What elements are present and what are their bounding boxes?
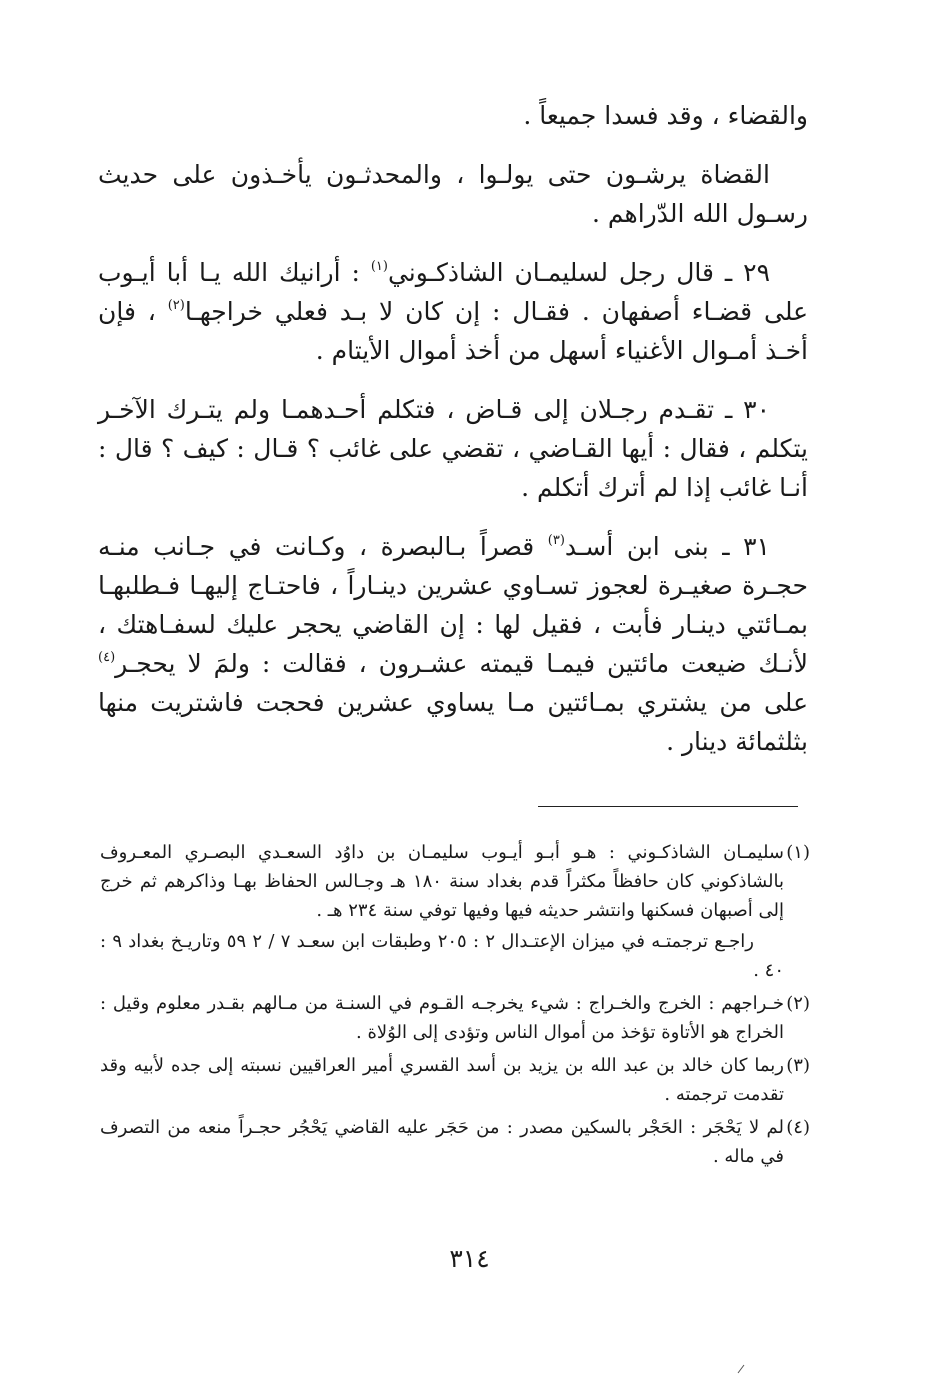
footnote-ref-2[interactable]: (٢) xyxy=(167,298,185,313)
footnote-4: (٤) لم لا يَحْجَر : الحَجْر بالسكين مصدر : من حَجَر عليه القاضي يَحْجُر حجـراً منعه من التصرف في ماله . xyxy=(100,1113,810,1171)
footnote-1-reference: راجـع ترجمتـه في ميزان الإعتـدال ٢ : ٢٠٥ وطبقات ابن سعـد ٧ / ٢ ٥٩ وتاريـخ بغداد ٩ : ٤٠ . xyxy=(100,931,784,981)
page-number: ٣١٤ xyxy=(449,1244,490,1273)
stray-mark xyxy=(736,1364,746,1374)
footnote-mark: (٤) xyxy=(786,1117,810,1138)
footnote-ref-4[interactable]: (٤) xyxy=(98,650,116,665)
paragraph-31: ٣١ ـ بنى ابن أسـد$^{(٣)}$ قصراً بـالبصرة ، وكـانت في جـانب منـه حجـرة صغيـرة لعجوز تسـاوي عشرين دينـاراً ، فاحتـاج إليهـا فـطلبهـا بمـائتي دينـار فأبت ، فقيل لها : إن القاضي يحجر عليك لسفـاهتك ، لأنـك ضيعت مائتين فيمـا قيمته عشـرون ، فقالت : ولمَ لا يحجـر$^{(٤)}$ على من يشتري بمـائتين مـا يساوي عشرين فحجت فاشتريت منها بثلثمائة دينار . xyxy=(98,532,808,756)
paragraph-30: ٣٠ ـ تقـدم رجـلان إلى قـاض ، فتكلم أحـدهمـا ولم يتـرك الآخـر يتكلم ، فقال : أيها القـاضي ، تقضي على غائب ؟ قـال : كيف ؟ قال : أنـا غائب إذا لم أترك أتكلم . xyxy=(98,395,808,502)
paragraph-28-end: القضاة يرشـون حتى يولـوا ، والمحدثـون يأخـذون على حديث رسـول الله الدّراهم . xyxy=(98,160,808,228)
footnote-2: (٢) خـراجهم : الخرج والخـراج : شيء يخرجـه القـوم في السنـة من مـالهم بقـدر معلوم وقيل : الخراج هو الأتاوة تؤخذ من أموال الناس وتؤدى إلى الوُلاة . xyxy=(100,989,810,1047)
paragraph-continuation: والقضاء ، وقد فسدا جميعاً . xyxy=(523,101,808,130)
item-number: ٢٩ ـ xyxy=(724,258,770,287)
footnotes xyxy=(100,838,810,1175)
paragraph-29: ٢٩ ـ قال رجل لسليمـان الشاذكـوني$^{(١)}$ : أرانيك الله يـا أبا أيـوب على قضـاء أصفهان . فقـال : إن كان لا بـد فعلي خراجهـا$^{(٢)}$ ، فإن أخـذ أمـوال الأغنياء أسهل من أخذ أموال الأيتام . xyxy=(98,258,809,365)
item-number: ٣٠ ـ xyxy=(724,395,770,424)
footnote-mark: (٣) xyxy=(786,1055,810,1076)
footnote-separator xyxy=(538,806,798,807)
footnote-ref-3[interactable]: (٣) xyxy=(547,533,565,548)
footnote-ref-1[interactable]: (١) xyxy=(370,259,388,274)
item-number: ٣١ ـ xyxy=(722,532,770,561)
main-text xyxy=(98,96,808,761)
footnote-3: (٣) ربما كان خالد بن عبد الله بن يزيد بن أسد القسري أمير العراقيين نسبته إلى جده لأبيه وقد تقدمت ترجمته . xyxy=(100,1051,810,1109)
footnote-1: (١) سليمـان الشاذكـوني : هـو أبـو أيـوب سليمـان بن داوُد السعـدي البصـري المعـروف بالشاذكوني كان حافظاً مكثراً قدم بغداد سنة ١٨٠ هـ وجـالس الحفاظ بهـا وذاكرهم ثم خرج إلى أصبهان فسكنها وانتشر حديثه فيها وفيها توفي سنة ٢٣٤ هـ . راجـع ترجمتـه في ميزان الإعتـدال ٢ : ٢٠٥ وطبقات ابن سعـد ٧ / ٢ ٥٩ وتاريـخ بغداد ٩ : ٤٠ . xyxy=(100,838,810,985)
footnote-mark: (٢) xyxy=(786,993,810,1014)
footnote-mark: (١) xyxy=(786,842,810,863)
